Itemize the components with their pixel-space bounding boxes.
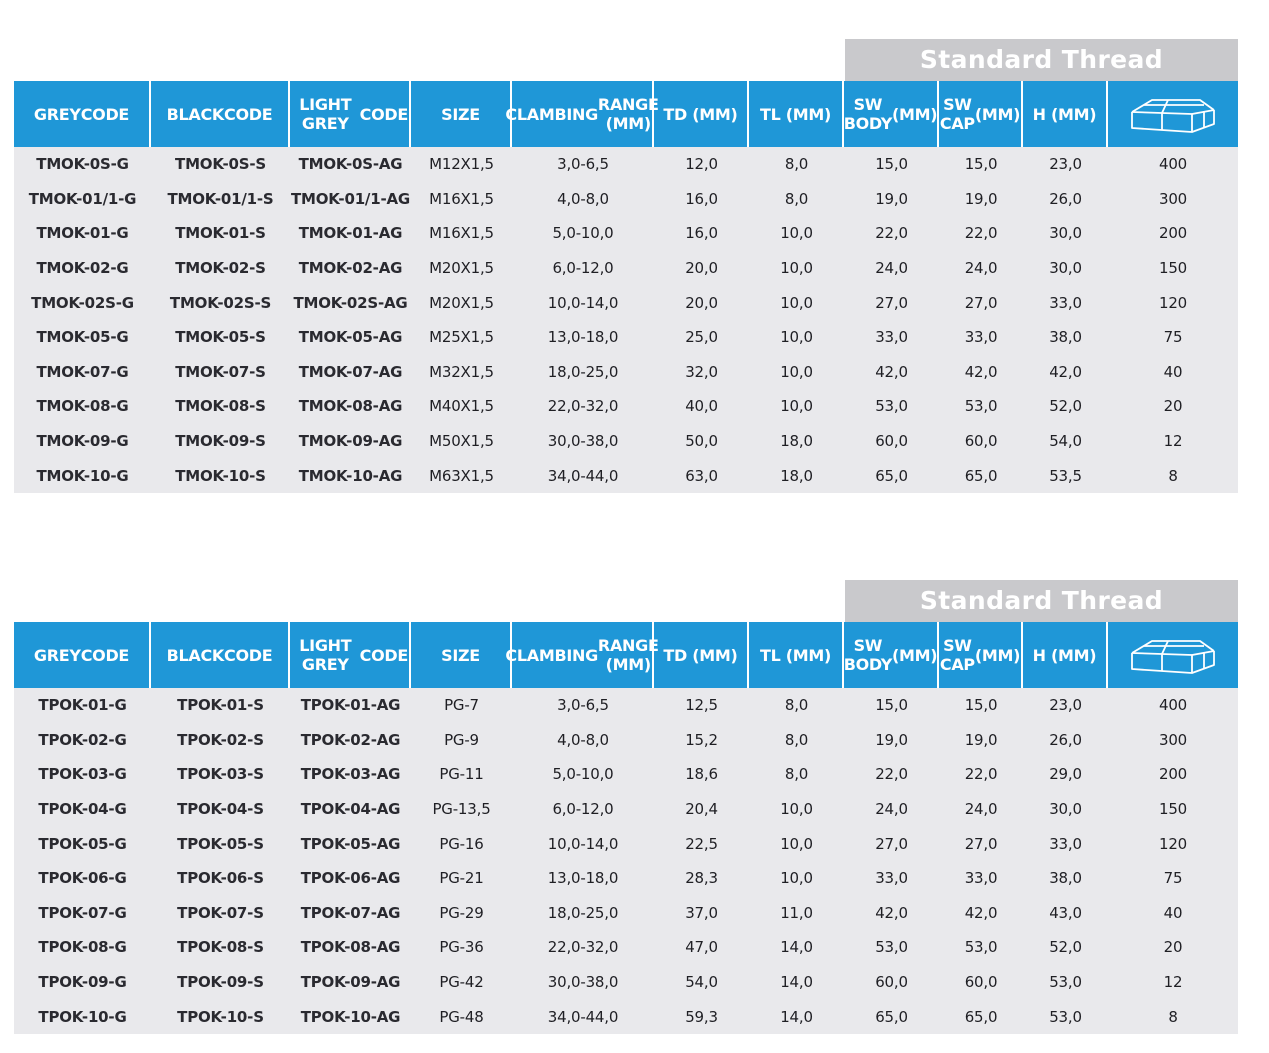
table-cell: TMOK-02S-G (31, 293, 134, 312)
table-cell: 200 (1158, 224, 1188, 243)
table-cell: TMOK-09-AG (298, 432, 403, 451)
table-cell: 22,0-32,0 (547, 397, 619, 416)
table-row (14, 389, 1238, 424)
table-cell: TMOK-02S-AG (293, 293, 408, 312)
table-cell: 65,0 (964, 1007, 998, 1026)
table-cell: 52,0 (1049, 938, 1082, 957)
table-cell: 10,0 (780, 293, 813, 312)
table-row (14, 792, 1238, 827)
column-header: TD (MM) (654, 81, 749, 147)
table-cell: 32,0 (685, 362, 718, 381)
table-cell: 3,0-6,5 (557, 155, 609, 174)
table-cell: 15,2 (685, 730, 718, 749)
table-cell: TMOK-05-AG (298, 328, 403, 347)
table-cell: 12,5 (685, 696, 718, 715)
table-cell: TPOK-09-AG (300, 973, 401, 992)
table-cell: 5,0-10,0 (552, 224, 614, 243)
column-header: SW CAP (MM) (939, 81, 1023, 147)
column-header: SW BODY (MM) (844, 81, 939, 147)
table-cell: 16,0 (685, 189, 718, 208)
table-cell: 10,0-14,0 (547, 293, 619, 312)
table-cell: 54,0 (1049, 432, 1082, 451)
table-cell: 33,0 (1049, 293, 1082, 312)
table-cell: 60,0 (875, 432, 908, 451)
table-cell: TPOK-09-G (38, 973, 127, 992)
table-cell: 40 (1163, 903, 1183, 922)
table-cell: TMOK-10-AG (298, 466, 403, 485)
boxes-icon (1128, 633, 1218, 677)
table-cell: 10,0 (780, 362, 813, 381)
table-row (14, 999, 1238, 1034)
table-cell: 22,0-32,0 (547, 938, 619, 957)
table-cell: 40,0 (685, 397, 718, 416)
table-cell: 27,0 (875, 834, 908, 853)
table-cell: TMOK-01-AG (298, 224, 403, 243)
table-cell: 8,0 (784, 189, 809, 208)
table-cell: M63X1,5 (429, 466, 494, 485)
table-cell: TPOK-06-AG (300, 869, 401, 888)
table-cell: 60,0 (964, 432, 998, 451)
table-cell: 6,0-12,0 (552, 800, 614, 819)
table-cell: M16X1,5 (429, 224, 494, 243)
product-table-tmok (14, 39, 1238, 493)
table-cell: M12X1,5 (429, 155, 494, 174)
table-cell: 47,0 (685, 938, 718, 957)
table-cell: 24,0 (875, 800, 908, 819)
table-cell: PG-9 (444, 730, 479, 749)
table-cell: 19,0 (875, 730, 908, 749)
table-cell: 8 (1168, 466, 1178, 485)
table-cell: 15,0 (875, 155, 908, 174)
table-cell: TMOK-01/1-G (28, 189, 137, 208)
table-cell: TPOK-08-AG (300, 938, 401, 957)
table-cell: 33,0 (1049, 834, 1082, 853)
table-cell: TPOK-06-S (177, 869, 264, 888)
table-cell: 26,0 (1049, 730, 1082, 749)
table-cell: PG-16 (439, 834, 484, 853)
column-header: TL (MM) (749, 81, 844, 147)
table-cell: 18,0 (780, 432, 813, 451)
table-cell: M25X1,5 (429, 328, 494, 347)
table-cell: TPOK-04-AG (300, 800, 401, 819)
table-cell: 15,0 (964, 696, 998, 715)
table-cell: 10,0 (780, 869, 813, 888)
table-cell: 120 (1158, 834, 1188, 853)
table-cell: 30,0 (1049, 800, 1082, 819)
table-body (14, 688, 1238, 1034)
table-cell: M20X1,5 (429, 259, 494, 278)
table-cell: 60,0 (964, 973, 998, 992)
table-cell: 120 (1158, 293, 1188, 312)
table-cell: 200 (1158, 765, 1188, 784)
table-row (14, 355, 1238, 390)
table-row (14, 182, 1238, 217)
table-cell: 14,0 (780, 938, 813, 957)
table-cell: TMOK-0S-S (175, 155, 266, 174)
column-header: TL (MM) (749, 622, 844, 688)
table-cell: M32X1,5 (429, 362, 494, 381)
table-cell: 19,0 (964, 730, 998, 749)
table-cell: TPOK-07-S (177, 903, 264, 922)
table-cell: 18,0-25,0 (547, 362, 619, 381)
product-table-tpok (14, 580, 1238, 1034)
table-header (14, 622, 1238, 688)
table-cell: 4,0-8,0 (557, 189, 609, 208)
table-cell: TPOK-02-AG (300, 730, 401, 749)
table-cell: 18,6 (685, 765, 718, 784)
table-cell: TPOK-05-S (177, 834, 264, 853)
table-cell: 53,0 (964, 397, 998, 416)
standard-thread-banner: Standard Thread (845, 39, 1238, 81)
table-cell: 22,0 (875, 224, 908, 243)
table-cell: 34,0-44,0 (547, 466, 619, 485)
column-header: GREY CODE (14, 81, 151, 147)
table-row (14, 285, 1238, 320)
table-cell: 20,0 (685, 293, 718, 312)
table-cell: 42,0 (1049, 362, 1082, 381)
table-cell: 12,0 (685, 155, 718, 174)
table-cell: M50X1,5 (429, 432, 494, 451)
table-cell: TPOK-02-G (38, 730, 127, 749)
table-cell: TMOK-01/1-S (167, 189, 274, 208)
table-cell: TPOK-09-S (177, 973, 264, 992)
table-cell: 400 (1158, 155, 1188, 174)
table-cell: 400 (1158, 696, 1188, 715)
table-cell: 63,0 (685, 466, 718, 485)
table-cell: TMOK-05-S (175, 328, 266, 347)
column-header: GREY CODE (14, 622, 151, 688)
table-cell: PG-42 (439, 973, 484, 992)
table-cell: PG-29 (439, 903, 484, 922)
table-row (14, 216, 1238, 251)
table-cell: 4,0-8,0 (557, 730, 609, 749)
table-cell: 53,0 (1049, 973, 1082, 992)
table-cell: 13,0-18,0 (547, 869, 619, 888)
table-cell: 150 (1158, 259, 1188, 278)
table-row (14, 861, 1238, 896)
banner-row (14, 39, 1238, 81)
table-cell: 10,0 (780, 224, 813, 243)
table-cell: TPOK-08-G (38, 938, 127, 957)
table-row (14, 320, 1238, 355)
table-cell: 18,0-25,0 (547, 903, 619, 922)
table-cell: TPOK-01-S (177, 696, 264, 715)
table-cell: 20 (1163, 397, 1183, 416)
table-cell: 10,0 (780, 834, 813, 853)
table-cell: 8,0 (784, 155, 809, 174)
table-cell: 23,0 (1049, 696, 1082, 715)
table-cell: 26,0 (1049, 189, 1082, 208)
table-cell: 30,0-38,0 (547, 432, 619, 451)
table-cell: TMOK-02-S (175, 259, 266, 278)
table-cell: TMOK-02-AG (298, 259, 403, 278)
table-row (14, 147, 1238, 182)
table-cell: 13,0-18,0 (547, 328, 619, 347)
column-header: CLAMBING RANGE (MM) (512, 622, 654, 688)
table-row (14, 757, 1238, 792)
table-cell: TPOK-03-S (177, 765, 264, 784)
table-row (14, 826, 1238, 861)
table-cell: 65,0 (875, 466, 908, 485)
table-cell: 14,0 (780, 1007, 813, 1026)
column-header: SIZE (411, 81, 512, 147)
table-cell: TPOK-10-S (177, 1007, 264, 1026)
table-cell: 15,0 (875, 696, 908, 715)
table-cell: 37,0 (685, 903, 718, 922)
table-cell: 75 (1163, 328, 1183, 347)
column-header: CLAMBING RANGE (MM) (512, 81, 654, 147)
table-cell: 43,0 (1049, 903, 1082, 922)
table-header (14, 81, 1238, 147)
table-cell: 38,0 (1049, 328, 1082, 347)
table-cell: 10,0 (780, 328, 813, 347)
column-header: BLACK CODE (151, 81, 290, 147)
table-cell: TMOK-08-G (36, 397, 129, 416)
table-row (14, 723, 1238, 758)
table-cell: 20 (1163, 938, 1183, 957)
table-cell: 33,0 (875, 869, 908, 888)
table-cell: 53,0 (875, 938, 908, 957)
table-cell: 33,0 (875, 328, 908, 347)
table-cell: 14,0 (780, 973, 813, 992)
table-cell: TMOK-02S-S (169, 293, 272, 312)
table-cell: 22,0 (964, 224, 998, 243)
table-cell: 42,0 (875, 362, 908, 381)
table-cell: TMOK-01-S (175, 224, 266, 243)
column-header: LIGHT GREY CODE (290, 81, 411, 147)
table-cell: 18,0 (780, 466, 813, 485)
table-cell: 300 (1158, 730, 1188, 749)
table-cell: 300 (1158, 189, 1188, 208)
table-cell: 34,0-44,0 (547, 1007, 619, 1026)
table-cell: 10,0 (780, 800, 813, 819)
column-header: H (MM) (1023, 81, 1108, 147)
table-cell: TMOK-07-AG (298, 362, 403, 381)
table-cell: PG-36 (439, 938, 484, 957)
table-cell: TMOK-02-G (36, 259, 129, 278)
table-cell: 11,0 (780, 903, 813, 922)
table-cell: 23,0 (1049, 155, 1082, 174)
table-cell: TPOK-04-S (177, 800, 264, 819)
table-cell: 28,3 (685, 869, 718, 888)
table-cell: 42,0 (964, 903, 998, 922)
table-cell: TPOK-02-S (177, 730, 264, 749)
table-cell: TPOK-04-G (38, 800, 127, 819)
table-cell: 10,0 (780, 397, 813, 416)
table-cell: 20,4 (685, 800, 718, 819)
column-header: LIGHT GREY CODE (290, 622, 411, 688)
table-row (14, 965, 1238, 1000)
column-header: SW CAP (MM) (939, 622, 1023, 688)
table-cell: 65,0 (964, 466, 998, 485)
table-cell: M16X1,5 (429, 189, 494, 208)
column-header: SIZE (411, 622, 512, 688)
table-cell: TMOK-01/1-AG (291, 189, 410, 208)
table-cell: 59,3 (685, 1007, 718, 1026)
table-cell: 42,0 (875, 903, 908, 922)
table-cell: 30,0 (1049, 259, 1082, 278)
table-cell: 19,0 (875, 189, 908, 208)
table-cell: TPOK-07-AG (300, 903, 401, 922)
table-cell: 38,0 (1049, 869, 1082, 888)
table-cell: 42,0 (964, 362, 998, 381)
table-cell: 12 (1163, 432, 1183, 451)
table-cell: M40X1,5 (429, 397, 494, 416)
table-cell: 52,0 (1049, 397, 1082, 416)
table-cell: 8,0 (784, 765, 809, 784)
table-cell: TPOK-07-G (38, 903, 127, 922)
packaging-quantity-header (1108, 622, 1238, 688)
table-cell: TPOK-06-G (38, 869, 127, 888)
table-cell: 27,0 (964, 293, 998, 312)
table-cell: 19,0 (964, 189, 998, 208)
table-cell: TPOK-10-G (38, 1007, 127, 1026)
column-header: TD (MM) (654, 622, 749, 688)
table-cell: 27,0 (964, 834, 998, 853)
table-row (14, 688, 1238, 723)
table-cell: 15,0 (964, 155, 998, 174)
table-cell: TMOK-07-G (36, 362, 129, 381)
table-cell: 30,0-38,0 (547, 973, 619, 992)
table-cell: PG-13,5 (432, 800, 491, 819)
table-cell: 8,0 (784, 730, 809, 749)
table-cell: 24,0 (875, 259, 908, 278)
table-cell: 50,0 (685, 432, 718, 451)
table-cell: TPOK-05-G (38, 834, 127, 853)
table-cell: 75 (1163, 869, 1183, 888)
table-cell: 16,0 (685, 224, 718, 243)
table-cell: 12 (1163, 973, 1183, 992)
table-cell: 53,5 (1049, 466, 1082, 485)
table-cell: 6,0-12,0 (552, 259, 614, 278)
table-cell: 60,0 (875, 973, 908, 992)
table-cell: 27,0 (875, 293, 908, 312)
table-cell: TMOK-08-AG (298, 397, 403, 416)
table-cell: TPOK-08-S (177, 938, 264, 957)
table-cell: 20,0 (685, 259, 718, 278)
table-cell: M20X1,5 (429, 293, 494, 312)
table-cell: 22,0 (875, 765, 908, 784)
table-cell: 65,0 (875, 1007, 908, 1026)
table-row (14, 424, 1238, 459)
banner-row (14, 580, 1238, 622)
table-cell: TPOK-01-AG (300, 696, 401, 715)
table-cell: TMOK-0S-G (36, 155, 129, 174)
column-header: H (MM) (1023, 622, 1108, 688)
table-cell: TMOK-0S-AG (298, 155, 403, 174)
table-cell: PG-48 (439, 1007, 484, 1026)
table-cell: 53,0 (875, 397, 908, 416)
table-cell: TMOK-10-G (36, 466, 129, 485)
table-row (14, 896, 1238, 931)
table-cell: 10,0-14,0 (547, 834, 619, 853)
table-cell: TPOK-10-AG (300, 1007, 401, 1026)
table-cell: 24,0 (964, 259, 998, 278)
table-cell: 33,0 (964, 328, 998, 347)
column-header: BLACK CODE (151, 622, 290, 688)
table-cell: 53,0 (964, 938, 998, 957)
table-cell: 29,0 (1049, 765, 1082, 784)
table-cell: TMOK-09-S (175, 432, 266, 451)
boxes-icon (1128, 92, 1218, 136)
table-cell: 54,0 (685, 973, 718, 992)
table-cell: 24,0 (964, 800, 998, 819)
table-row (14, 930, 1238, 965)
table-cell: 22,0 (964, 765, 998, 784)
table-cell: 53,0 (1049, 1007, 1082, 1026)
table-cell: 22,5 (685, 834, 718, 853)
table-cell: TPOK-05-AG (300, 834, 401, 853)
table-cell: 5,0-10,0 (552, 765, 614, 784)
packaging-quantity-header (1108, 81, 1238, 147)
table-cell: 10,0 (780, 259, 813, 278)
table-cell: 8 (1168, 1007, 1178, 1026)
table-cell: 33,0 (964, 869, 998, 888)
standard-thread-banner: Standard Thread (845, 580, 1238, 622)
table-body (14, 147, 1238, 493)
table-cell: PG-21 (439, 869, 484, 888)
table-cell: TMOK-10-S (175, 466, 266, 485)
table-cell: TMOK-08-S (175, 397, 266, 416)
table-cell: 25,0 (685, 328, 718, 347)
table-row (14, 458, 1238, 493)
table-cell: TPOK-01-G (38, 696, 127, 715)
table-cell: 3,0-6,5 (557, 696, 609, 715)
table-cell: PG-11 (439, 765, 484, 784)
table-cell: 8,0 (784, 696, 809, 715)
table-cell: TMOK-05-G (36, 328, 129, 347)
table-cell: TMOK-01-G (36, 224, 129, 243)
column-header: SW BODY (MM) (844, 622, 939, 688)
table-cell: 30,0 (1049, 224, 1082, 243)
table-cell: PG-7 (444, 696, 479, 715)
table-cell: TPOK-03-AG (300, 765, 401, 784)
table-cell: 150 (1158, 800, 1188, 819)
table-cell: 40 (1163, 362, 1183, 381)
table-cell: TMOK-09-G (36, 432, 129, 451)
table-cell: TMOK-07-S (175, 362, 266, 381)
table-cell: TPOK-03-G (38, 765, 127, 784)
table-row (14, 251, 1238, 286)
